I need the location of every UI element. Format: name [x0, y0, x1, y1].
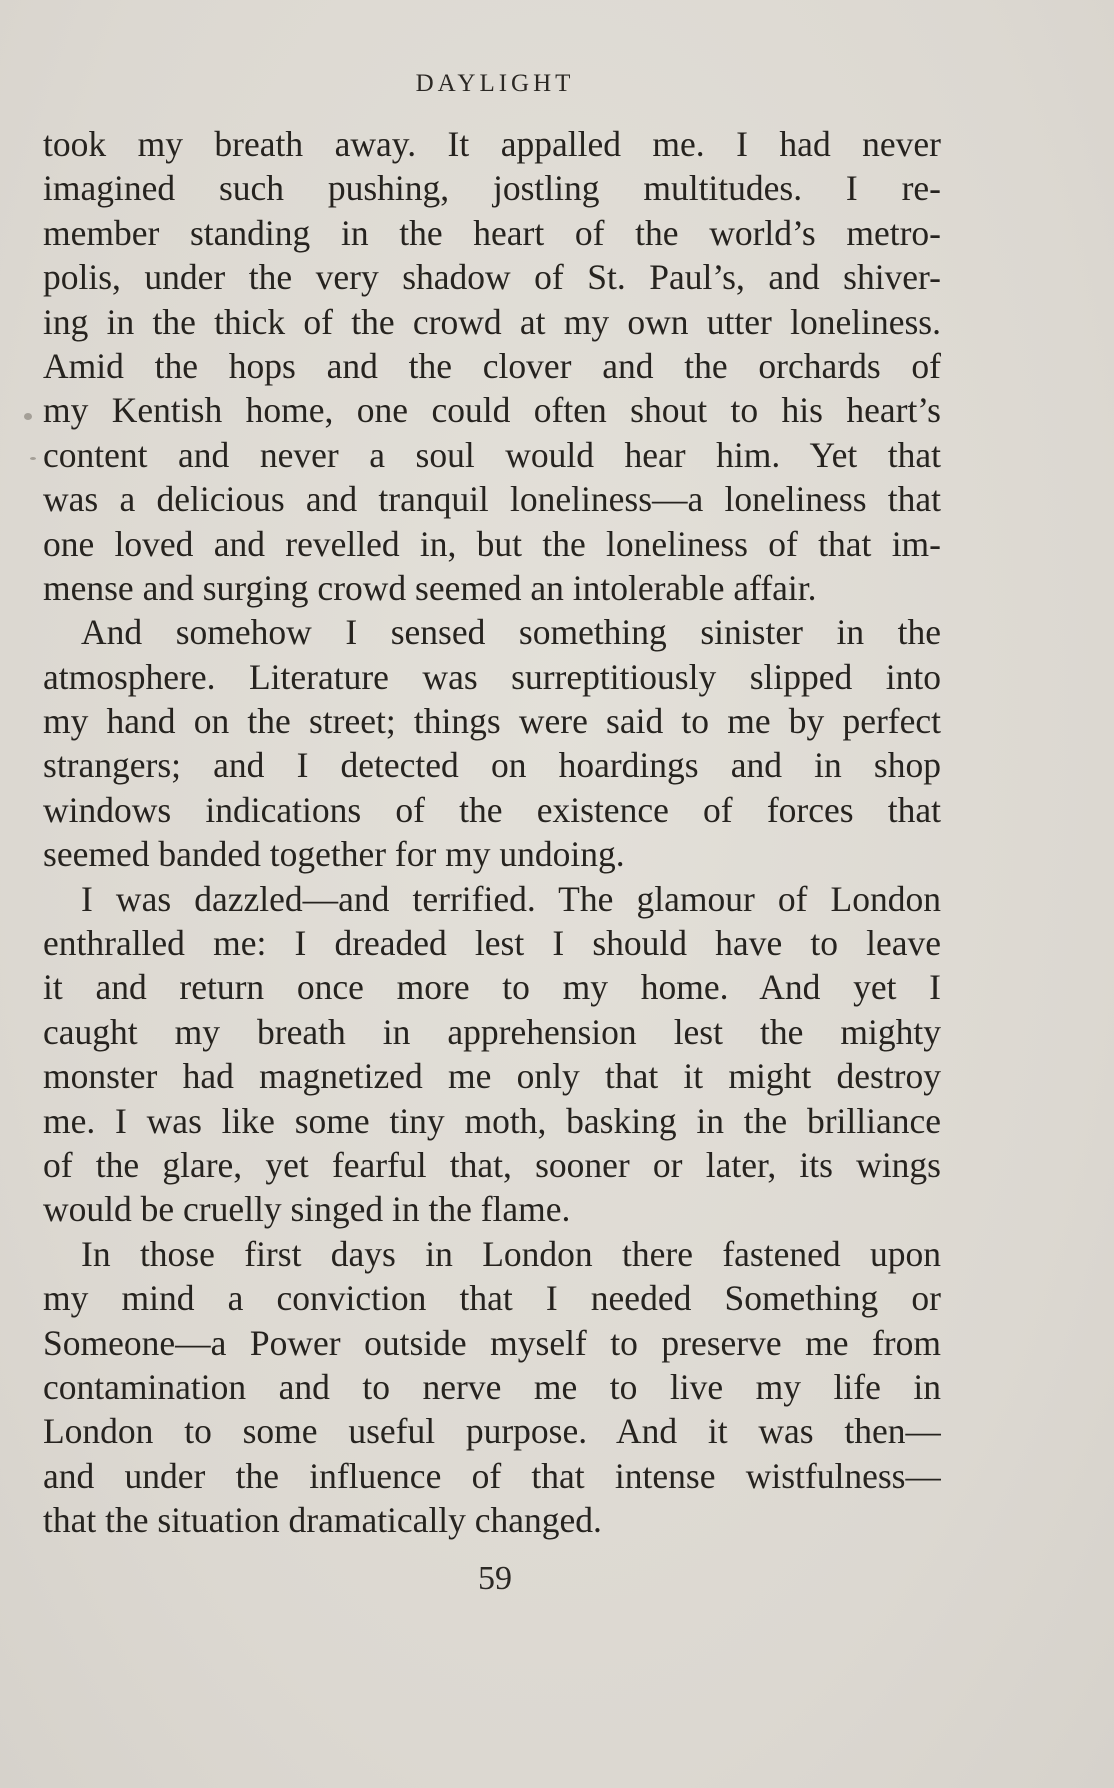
text-line: enthralled me: I dreaded lest I should have to leave — [43, 923, 941, 964]
print-speck — [24, 413, 32, 420]
text-line: Someone—a Power outside myself to preserve me from — [43, 1322, 941, 1363]
text-line: atmosphere. Literature was surreptitiously slipped into — [43, 656, 941, 697]
text-line: took my breath away. It appalled me. I had never — [43, 124, 941, 164]
text-line: my mind a conviction that I needed Something or — [43, 1278, 941, 1319]
text-line: my hand on the street; things were said to me by perfect — [43, 701, 941, 742]
text-line: caught my breath in apprehension lest the mighty — [43, 1011, 941, 1052]
text-line: member standing in the heart of the world’s metro- — [43, 212, 941, 253]
text-line: would be cruelly singed in the flame. — [43, 1189, 571, 1230]
paragraph — [43, 610, 941, 876]
body-text — [43, 122, 941, 1543]
running-head: DAYLIGHT — [415, 70, 575, 97]
page-number: 59 — [478, 1560, 512, 1597]
paragraph — [43, 877, 941, 1232]
text-line: ing in the thick of the crowd at my own utter loneliness. — [43, 301, 941, 342]
text-line: London to some useful purpose. And it was then— — [43, 1411, 941, 1452]
text-line: one loved and revelled in, but the loneliness of that im- — [43, 523, 941, 564]
text-line: seemed banded together for my undoing. — [43, 834, 625, 875]
text-line: monster had magnetized me only that it might destroy — [43, 1056, 941, 1097]
text-line: and under the influence of that intense wistfulness— — [43, 1455, 941, 1496]
paragraph — [43, 122, 941, 610]
text-line: strangers; and I detected on hoardings and in shop — [43, 745, 941, 786]
print-speck — [30, 457, 36, 460]
text-line: imagined such pushing, jostling multitudes. I re- — [43, 168, 941, 209]
text-line: In those first days in London there fastened upon — [81, 1233, 941, 1274]
text-line: And somehow I sensed something sinister in the — [81, 612, 941, 653]
text-line: I was dazzled—and terrified. The glamour of London — [81, 878, 941, 919]
text-line: content and never a soul would hear him. Yet that — [43, 434, 941, 475]
text-line: it and return once more to my home. And yet I — [43, 967, 941, 1008]
text-line: of the glare, yet fearful that, sooner or later, its wings — [43, 1144, 941, 1185]
text-line: me. I was like some tiny moth, basking in the brilliance — [43, 1100, 941, 1141]
text-line: contamination and to nerve me to live my life in — [43, 1366, 941, 1407]
paragraph — [43, 1232, 941, 1543]
text-line: mense and surging crowd seemed an intolerable affair. — [43, 567, 817, 608]
text-line: that the situation dramatically changed. — [43, 1500, 602, 1541]
text-line: polis, under the very shadow of St. Paul’s, and shiver- — [43, 257, 941, 298]
text-line: Amid the hops and the clover and the orchards of — [43, 345, 941, 386]
text-line: windows indications of the existence of forces that — [43, 789, 941, 830]
text-line: my Kentish home, one could often shout to his heart’s — [43, 390, 941, 431]
text-line: was a delicious and tranquil loneliness—a loneliness that — [43, 479, 941, 520]
